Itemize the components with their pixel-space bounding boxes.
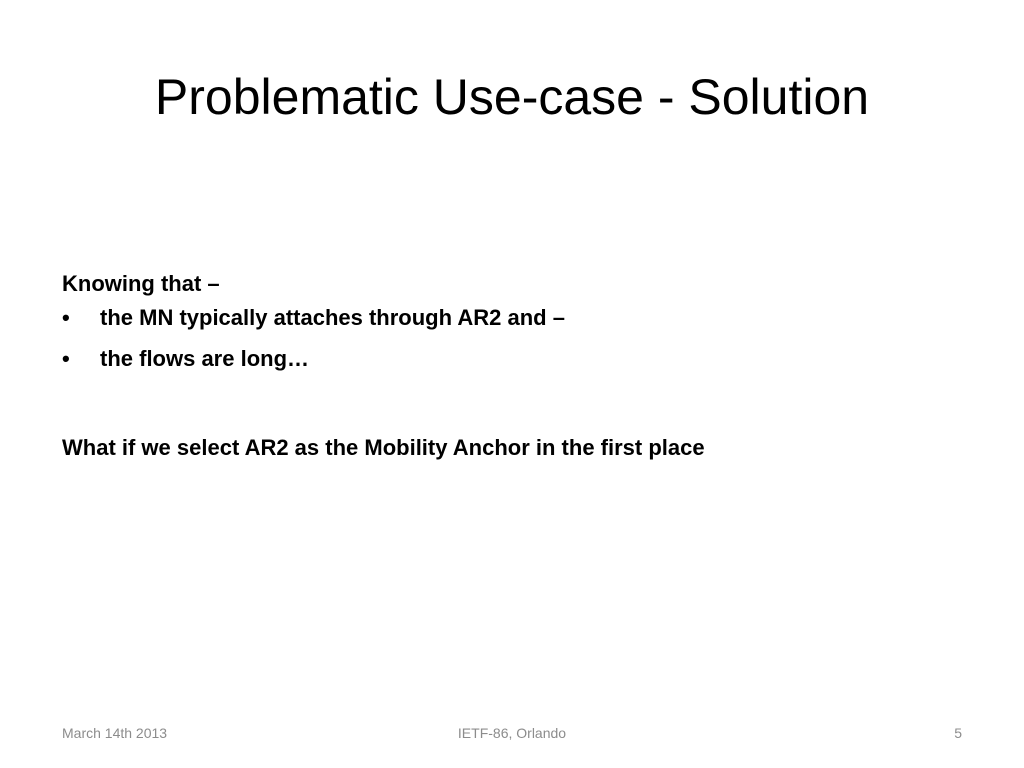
bullet-text: the flows are long… xyxy=(100,346,310,371)
footer-event: IETF-86, Orlando xyxy=(457,725,567,741)
slide-body xyxy=(62,268,962,460)
slide-number: 5 xyxy=(954,725,962,741)
bullet-marker: • xyxy=(62,305,70,330)
intro-text: Knowing that – xyxy=(62,271,220,296)
bullet-marker: • xyxy=(62,346,70,371)
question-text: What if we select AR2 as the Mobility Anchor in the first place xyxy=(62,435,705,460)
footer-date: March 14th 2013 xyxy=(62,725,168,741)
bullet-text: the MN typically attaches through AR2 and – xyxy=(100,305,565,330)
bullet-item xyxy=(62,302,962,343)
slide-title: Problematic Use-case - Solution xyxy=(154,69,870,125)
bullet-item xyxy=(62,343,962,384)
